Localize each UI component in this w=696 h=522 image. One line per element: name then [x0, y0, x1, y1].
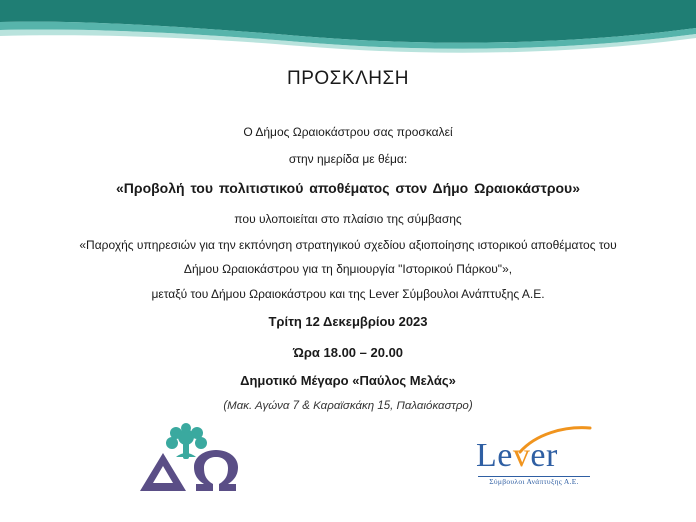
- lever-wordmark: [476, 438, 558, 474]
- header-wave: [0, 0, 696, 60]
- lever-subtitle: Σύμβουλοι Ανάπτυξης Α.Ε.: [478, 476, 590, 487]
- intro-line-1: Ο Δήμος Ωραιοκάστρου σας προσκαλεί: [243, 125, 453, 139]
- event-time: Ώρα 18.00 – 20.00: [292, 345, 404, 360]
- event-venue: Δημοτικό Μέγαρο «Παύλος Μελάς»: [240, 373, 456, 388]
- municipality-logo-icon: [136, 423, 248, 495]
- context-line-2: «Παροχής υπηρεσιών για την εκπόνηση στρατηγικού σχεδίου αξιοποίησης ιστορικού αποθέματος του: [79, 238, 617, 252]
- lever-word-end: er: [530, 437, 558, 474]
- event-address: (Μακ. Αγώνα 7 & Καραϊσκάκη 15, Παλαιόκαστρο): [223, 400, 473, 412]
- lever-word-start: Le: [476, 437, 513, 474]
- intro-line-2: στην ημερίδα με θέμα:: [288, 152, 408, 166]
- context-line-3: Δήμου Ωραιοκάστρου για τη δημιουργία "Ιστορικού Πάρκου"»,: [183, 262, 513, 276]
- lever-word-v: v: [512, 437, 531, 474]
- invitation-title: ΠΡΟΣΚΛΗΣΗ: [287, 68, 409, 89]
- lever-logo: [476, 424, 592, 488]
- event-date: Τρίτη 12 Δεκεμβρίου 2023: [268, 314, 428, 329]
- context-line-4: μεταξύ του Δήμου Ωραιοκάστρου και της Lever Σύμβουλοι Ανάπτυξης Α.Ε.: [151, 287, 545, 301]
- municipality-logo-text: ΔΩ: [136, 423, 138, 424]
- context-line-1: που υλοποιείται στο πλαίσιο της σύμβασης: [234, 212, 462, 226]
- event-subject: «Προβολή του πολιτιστικού αποθέματος στον Δήμο Ωραιοκάστρου»: [116, 180, 580, 196]
